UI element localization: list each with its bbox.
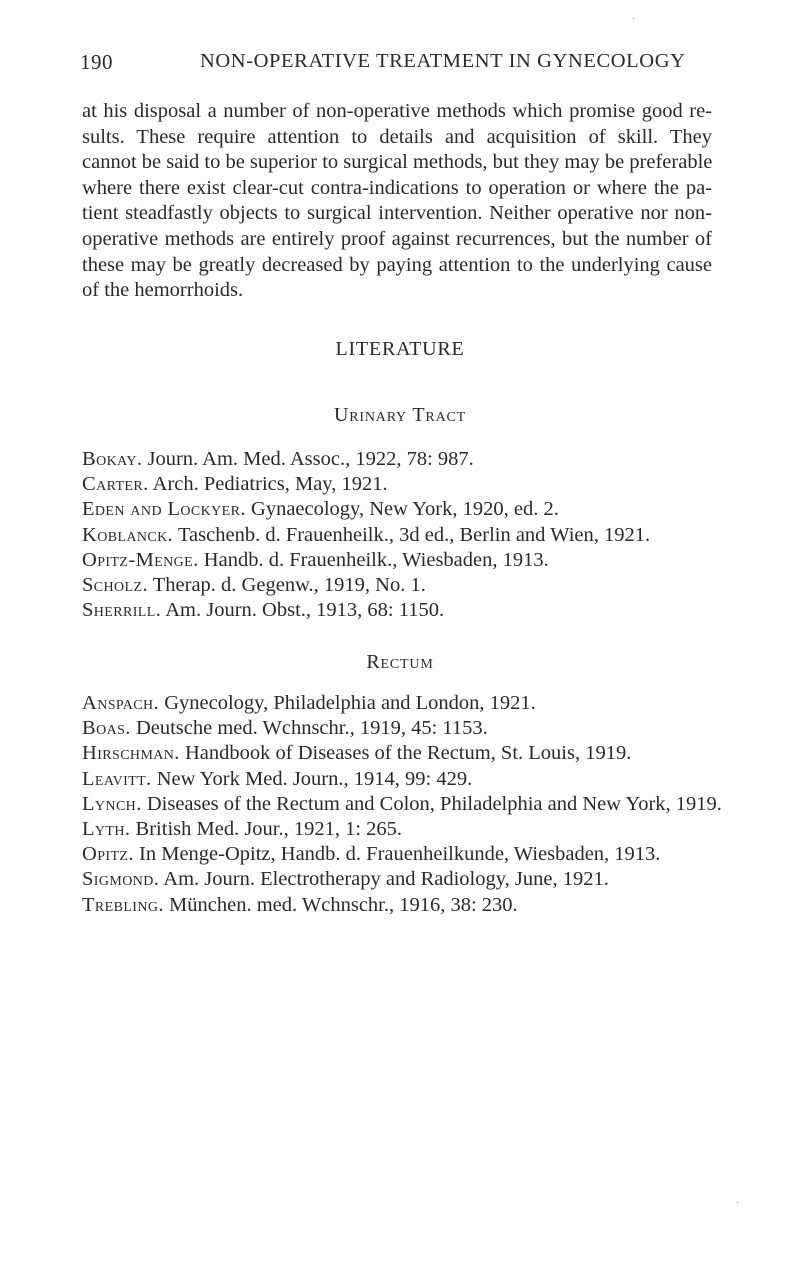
reference-citation: Deutsche med. Wchnschr., 1919, 45: 1153. — [135, 717, 488, 740]
reference-item — [82, 867, 732, 892]
reference-citation: München. med. Wchnschr., 1916, 38: 230. — [169, 893, 518, 916]
reference-citation: British Med. Jour., 1921, 1: 265. — [135, 818, 403, 841]
reference-author: Hirschman. — [82, 742, 180, 765]
reference-citation: Handb. d. Frauenheilk., Wiesbaden, 1913. — [203, 548, 549, 571]
literature-heading: LITERATURE — [335, 338, 465, 360]
reference-citation: Gynecology, Philadelphia and London, 1921. — [164, 692, 536, 714]
reference-author: Opitz. — [82, 843, 134, 866]
reference-item — [82, 716, 732, 741]
reference-author: Bokay. — [82, 448, 143, 470]
reference-citation: New York Med. Journ., 1914, 99: 429. — [156, 767, 473, 790]
reference-author: Koblanck. — [82, 523, 174, 546]
reference-author: Lyth. — [82, 818, 131, 841]
reference-author: Eden and Lockyer. — [82, 498, 246, 521]
reference-item — [82, 691, 732, 716]
body-line: operative methods are entirely proof against recurrences, but the number of — [82, 227, 712, 250]
reference-author: Anspach. — [82, 692, 160, 714]
reference-author: Boas. — [82, 717, 131, 740]
reference-item — [82, 598, 732, 623]
reference-citation: Therap. d. Gegenw., 1919, No. 1. — [152, 574, 426, 597]
body-line: sults. These require attention to details and acquisition of skill. They — [82, 125, 712, 148]
rectum-references — [82, 691, 732, 918]
reference-item — [82, 817, 732, 842]
running-title: NON-OPERATIVE TREATMENT IN GYNECOLOGY — [200, 50, 686, 72]
body-line: cannot be said to be superior to surgical methods, but they may be preferable — [82, 151, 713, 174]
body-line: tient steadfastly objects to surgical intervention. Neither operative nor non- — [82, 202, 712, 225]
running-head — [80, 50, 700, 80]
reference-author: Scholz. — [82, 574, 148, 597]
body-line: these may be greatly decreased by paying attention to the underlying cause — [82, 253, 712, 276]
reference-citation: Diseases of the Rectum and Colon, Philadelphia and New York, 1919. — [146, 792, 722, 815]
reference-citation: Am. Journ. Obst., 1913, 68: 1150. — [165, 599, 445, 622]
reference-item — [82, 447, 732, 472]
reference-item — [82, 573, 732, 598]
page-number: 190 — [80, 50, 113, 74]
reference-author: Carter. — [82, 473, 149, 496]
reference-author: Trebling. — [82, 893, 164, 916]
print-speck: · — [736, 1198, 740, 1209]
reference-item — [82, 741, 732, 766]
urinary-tract-heading: Urinary Tract — [334, 404, 466, 426]
reference-item — [82, 523, 732, 548]
reference-citation: Taschenb. d. Frauenheilk., 3d ed., Berlin and Wien, 1921. — [177, 523, 651, 546]
body-line: of the hemorrhoids. — [82, 279, 244, 302]
print-speck: · — [632, 14, 636, 25]
reference-citation: Am. Journ. Electrotherapy and Radiology, June, 1921. — [163, 868, 609, 891]
reference-item — [82, 842, 732, 867]
reference-author: Lynch. — [82, 792, 142, 815]
reference-author: Sherrill. — [82, 599, 162, 622]
reference-citation: In Menge-Opitz, Handb. d. Frauenheilkunde, Wiesbaden, 1913. — [139, 843, 661, 866]
reference-citation: Arch. Pediatrics, May, 1921. — [152, 473, 388, 496]
body-line: where there exist clear-cut contra-indications to operation or where the pa- — [82, 176, 712, 199]
urinary-tract-references — [82, 447, 732, 623]
reference-citation: Gynaecology, New York, 1920, ed. 2. — [251, 498, 559, 521]
reference-author: Opitz-Menge. — [82, 548, 199, 571]
reference-item — [82, 472, 732, 497]
reference-item — [82, 767, 732, 792]
reference-item — [82, 548, 732, 573]
body-line: at his disposal a number of non-operative methods which promise good re- — [82, 100, 712, 122]
reference-author: Sigmond. — [82, 868, 160, 891]
reference-author: Leavitt. — [82, 767, 152, 790]
reference-citation: Journ. Am. Med. Assoc., 1922, 78: 987. — [147, 448, 474, 470]
body-paragraph — [82, 99, 712, 304]
rectum-heading: Rectum — [366, 651, 434, 673]
reference-item — [82, 792, 732, 817]
reference-item — [82, 497, 732, 522]
reference-citation: Handbook of Diseases of the Rectum, St. Louis, 1919. — [184, 742, 632, 765]
reference-item — [82, 893, 732, 918]
